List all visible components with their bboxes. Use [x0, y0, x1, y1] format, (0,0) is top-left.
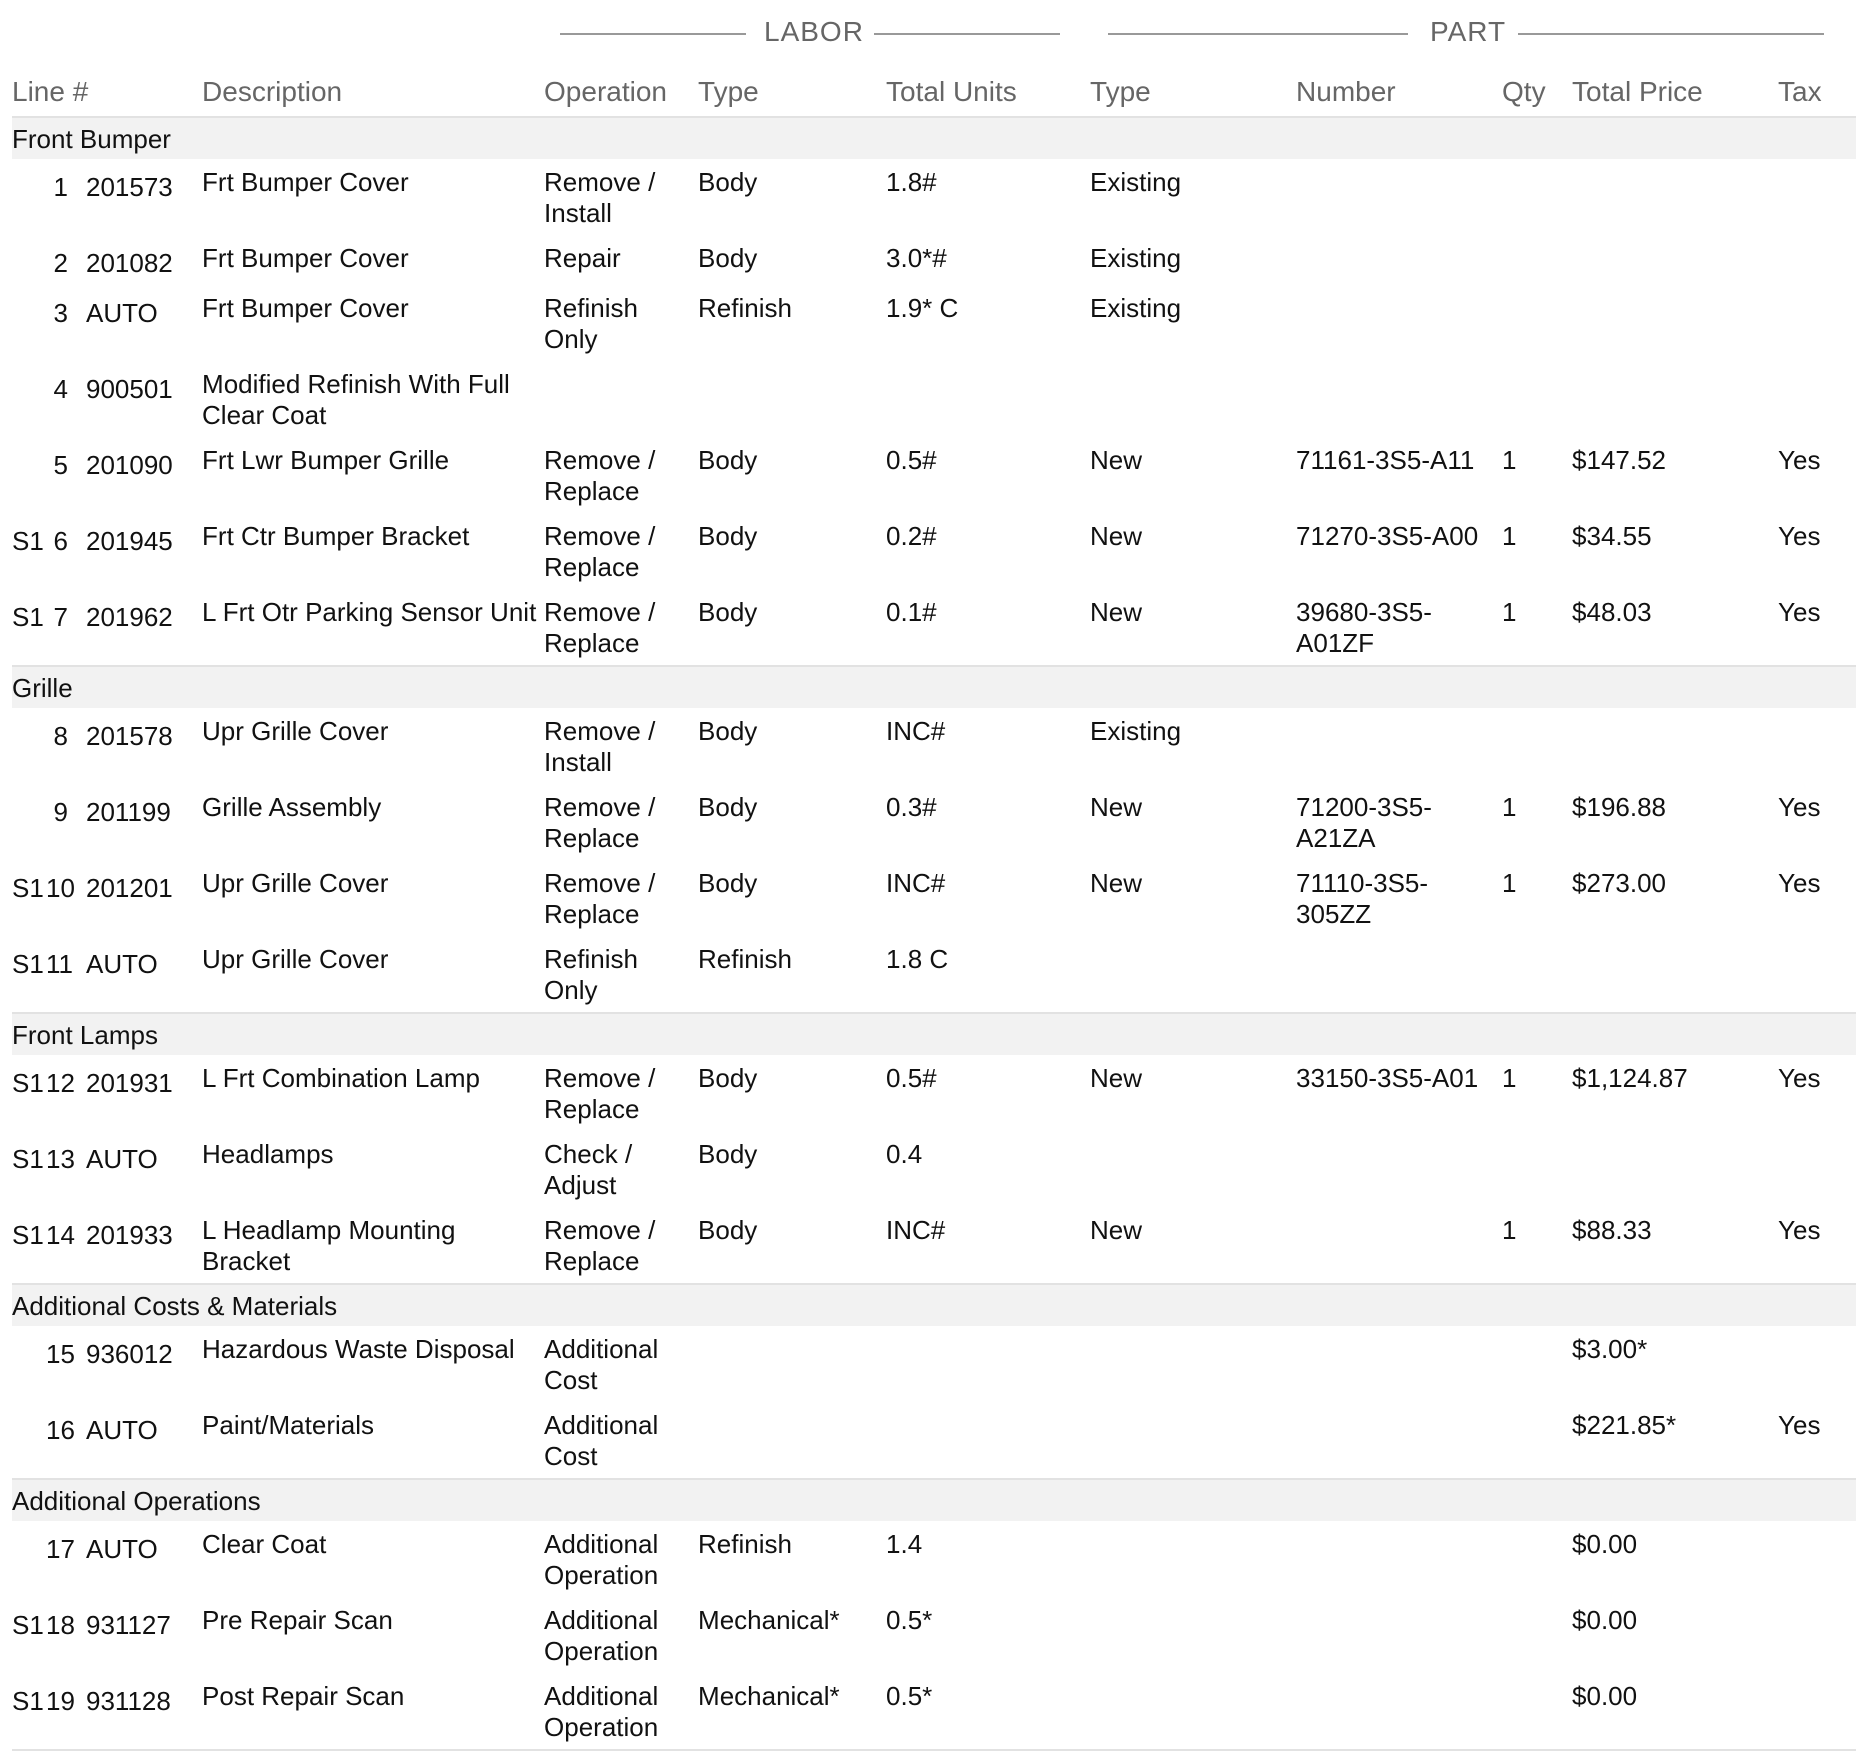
supplement-tag: S1: [12, 873, 44, 903]
line-number: 8: [53, 721, 68, 751]
description: L Headlamp Mounting Bracket: [202, 1215, 456, 1276]
operation-code: AUTO: [86, 1534, 158, 1564]
quantity: [1502, 1597, 1572, 1673]
total-units: 0.1#: [886, 597, 937, 627]
part-type: New: [1090, 868, 1143, 898]
col-total-price: Total Price: [1572, 68, 1778, 117]
supplement-tag: S1: [12, 1144, 44, 1174]
operation: Remove / Replace: [544, 597, 656, 658]
total-units: [886, 1326, 1090, 1402]
table-row[interactable]: [12, 159, 1856, 235]
labor-type: Body: [698, 716, 758, 746]
labor-type: Refinish: [698, 293, 792, 323]
line-number: 3: [53, 298, 68, 328]
table-row[interactable]: [12, 589, 1856, 666]
quantity: [1502, 708, 1572, 784]
column-header-row: [12, 68, 1856, 117]
section-title: Front Lamps: [12, 1013, 1856, 1055]
labor-type: Body: [698, 1063, 758, 1093]
col-description: Description: [202, 68, 544, 117]
part-number: 71161-3S5-A11: [1296, 445, 1475, 475]
operation-code: 201962: [86, 602, 173, 632]
part-header-label: PART: [1430, 16, 1507, 47]
quantity: [1502, 1402, 1572, 1479]
total-units: INC#: [886, 868, 946, 898]
operation-code: AUTO: [86, 1415, 158, 1445]
operation: Remove / Replace: [544, 792, 656, 853]
total-units: 0.5*: [886, 1605, 933, 1635]
section-title: Grille: [12, 666, 1856, 708]
labor-rule-left: [560, 33, 746, 35]
total-units: [886, 1402, 1090, 1479]
supplement-tag: S1: [12, 1068, 44, 1098]
line-number: 12: [46, 1068, 75, 1098]
supplement-tag: S1: [12, 1610, 44, 1640]
total-price: $273.00: [1572, 868, 1667, 898]
description: Headlamps: [202, 1139, 334, 1169]
total-price: $34.55: [1572, 521, 1652, 551]
line-number: 14: [46, 1220, 75, 1250]
operation: Remove / Replace: [544, 1215, 656, 1276]
operation: Additional Cost: [544, 1334, 659, 1395]
col-part-number: Number: [1296, 68, 1502, 117]
tax-flag: Yes: [1778, 792, 1821, 822]
operation-code: 201933: [86, 1220, 173, 1250]
total-price: $0.00: [1572, 1605, 1638, 1635]
part-type: Existing: [1090, 716, 1182, 746]
operation: Additional Operation: [544, 1605, 659, 1666]
part-number: [1296, 1402, 1502, 1479]
line-number: 17: [46, 1534, 75, 1564]
table-row[interactable]: [12, 860, 1856, 936]
labor-type: [698, 1326, 886, 1402]
description: Frt Bumper Cover: [202, 293, 409, 323]
part-number: [1296, 1673, 1502, 1750]
quantity: [1502, 936, 1572, 1013]
description: Frt Bumper Cover: [202, 243, 409, 273]
total-price: $3.00*: [1572, 1334, 1648, 1364]
line-number: 1: [53, 172, 68, 202]
total-price: [1572, 285, 1778, 361]
tax-flag: [1778, 159, 1856, 235]
labor-type: Body: [698, 868, 758, 898]
total-price: [1572, 159, 1778, 235]
quantity: [1502, 1131, 1572, 1207]
total-price: [1572, 936, 1778, 1013]
part-type: New: [1090, 445, 1143, 475]
operation: Refinish Only: [544, 944, 638, 1005]
total-price: $147.52: [1572, 445, 1667, 475]
table-row[interactable]: [12, 708, 1856, 784]
operation: Check / Adjust: [544, 1139, 633, 1200]
labor-type: Refinish: [698, 1529, 792, 1559]
quantity: 1: [1502, 1215, 1517, 1245]
table-row[interactable]: [12, 285, 1856, 361]
part-type: [1090, 1597, 1296, 1673]
labor-type: [698, 1402, 886, 1479]
part-number: 71270-3S5-A00: [1296, 521, 1479, 551]
total-price: [1572, 1131, 1778, 1207]
part-rule-left: [1108, 33, 1408, 35]
table-row[interactable]: [12, 1402, 1856, 1479]
col-qty: Qty: [1502, 68, 1572, 117]
supplement-tag: S1: [12, 949, 44, 979]
section-title: Additional Costs & Materials: [12, 1284, 1856, 1326]
line-number: 5: [53, 450, 68, 480]
tax-flag: [1778, 1673, 1856, 1750]
operation: Remove / Replace: [544, 445, 656, 506]
section-header-row: [12, 1479, 1856, 1521]
part-type: Existing: [1090, 167, 1182, 197]
line-number: 18: [46, 1610, 75, 1640]
description: Upr Grille Cover: [202, 868, 389, 898]
supplement-tag: [12, 235, 46, 285]
section-header-row: [12, 117, 1856, 159]
tax-flag: Yes: [1778, 445, 1821, 475]
supplement-tag: S1: [12, 602, 44, 632]
col-total-units: Total Units: [886, 68, 1090, 117]
line-number: 9: [53, 797, 68, 827]
labor-type: Body: [698, 1139, 758, 1169]
quantity: 1: [1502, 1063, 1517, 1093]
supplement-tag: S1: [12, 526, 44, 556]
labor-type: Body: [698, 445, 758, 475]
col-labor-type: Type: [698, 68, 886, 117]
part-type: [1090, 1326, 1296, 1402]
total-units: 1.9* C: [886, 293, 959, 323]
part-type: New: [1090, 1063, 1143, 1093]
total-price: $88.33: [1572, 1215, 1652, 1245]
total-price: $221.85*: [1572, 1410, 1677, 1440]
part-type: [1090, 361, 1296, 437]
supplement-tag: [12, 708, 46, 784]
part-number: [1296, 159, 1502, 235]
total-price: $48.03: [1572, 597, 1652, 627]
operation: Additional Operation: [544, 1673, 698, 1750]
labor-type: Body: [698, 243, 758, 273]
part-type: [1090, 936, 1296, 1013]
tax-flag: [1778, 1326, 1856, 1402]
part-group-header: [1108, 16, 1824, 50]
total-price: [1572, 361, 1778, 437]
total-units: 1.8 C: [886, 944, 949, 974]
supplement-tag: [12, 361, 46, 437]
line-number: 7: [53, 602, 68, 632]
part-number: 71110-3S5-305ZZ: [1296, 868, 1429, 929]
supplement-tag: [12, 1326, 46, 1402]
total-units: INC#: [886, 1215, 946, 1245]
operation: [544, 361, 698, 437]
description: Upr Grille Cover: [202, 944, 389, 974]
quantity: 1: [1502, 868, 1517, 898]
part-type: New: [1090, 521, 1143, 551]
labor-type: Mechanical*: [698, 1605, 840, 1635]
line-number: 16: [46, 1415, 75, 1445]
part-type: [1090, 1673, 1296, 1750]
part-number: [1296, 361, 1502, 437]
table-row[interactable]: [12, 1326, 1856, 1402]
part-number: [1296, 708, 1502, 784]
line-number: 11: [46, 949, 73, 979]
labor-type: Body: [698, 1215, 758, 1245]
labor-type: Body: [698, 167, 758, 197]
section-header-row: [12, 666, 1856, 708]
part-number: [1296, 1597, 1502, 1673]
description: Paint/Materials: [202, 1410, 374, 1440]
operation: Refinish Only: [544, 293, 638, 354]
part-type: [1090, 1131, 1296, 1207]
total-units: 0.5#: [886, 1063, 937, 1093]
operation: Remove / Install: [544, 167, 656, 228]
table-row[interactable]: [12, 784, 1856, 860]
part-type: New: [1090, 1215, 1143, 1245]
labor-group-header: [560, 16, 1060, 50]
labor-rule-right: [874, 33, 1060, 35]
supplement-tag: [12, 285, 46, 361]
operation-code: AUTO: [86, 1144, 158, 1174]
operation-code: 201945: [86, 526, 173, 556]
operation-code: 201573: [86, 172, 173, 202]
operation-code: 201578: [86, 721, 173, 751]
section-header-row: [12, 1013, 1856, 1055]
total-units: 0.3#: [886, 792, 937, 822]
table-row[interactable]: [12, 1131, 1856, 1207]
part-type: Existing: [1090, 243, 1182, 273]
line-number: 13: [46, 1144, 75, 1174]
part-type: [1090, 1521, 1296, 1597]
part-number: [1296, 1207, 1502, 1284]
total-units: 0.4: [886, 1139, 923, 1169]
part-number: [1296, 1131, 1502, 1207]
part-number: [1296, 936, 1502, 1013]
table-row[interactable]: [12, 1597, 1856, 1673]
supplement-tag: [12, 1521, 46, 1597]
description: L Frt Combination Lamp: [202, 1063, 480, 1093]
table-row[interactable]: [12, 1521, 1856, 1597]
line-number: 2: [53, 248, 68, 278]
total-units: 1.8#: [886, 167, 937, 197]
total-price: $1,124.87: [1572, 1063, 1688, 1093]
operation-code: 201201: [86, 873, 173, 903]
table-row[interactable]: [12, 361, 1856, 437]
labor-type: Body: [698, 521, 758, 551]
total-units: 3.0*#: [886, 243, 947, 273]
supplement-tag: S1: [12, 1220, 44, 1250]
estimate-body: [12, 117, 1856, 1750]
part-type: [1090, 1402, 1296, 1479]
total-units: [886, 361, 1090, 437]
quantity: [1502, 1326, 1572, 1402]
quantity: [1502, 285, 1572, 361]
line-number: 4: [53, 374, 68, 404]
part-number: [1296, 1326, 1502, 1402]
quantity: [1502, 1673, 1572, 1750]
operation-code: 900501: [86, 374, 173, 404]
operation-code: 201090: [86, 450, 173, 480]
operation-code: 931127: [86, 1610, 171, 1640]
col-line-number: Line #: [12, 68, 202, 117]
total-price: $196.88: [1572, 792, 1667, 822]
table-row[interactable]: [12, 235, 1856, 285]
part-number: 33150-3S5-A01: [1296, 1063, 1479, 1093]
description: Post Repair Scan: [202, 1673, 544, 1750]
operation: Additional Operation: [544, 1529, 659, 1590]
section-header-row: [12, 1284, 1856, 1326]
table-row[interactable]: [12, 1207, 1856, 1284]
description: Hazardous Waste Disposal: [202, 1334, 515, 1364]
total-price: [1572, 708, 1778, 784]
supplement-tag: [12, 437, 46, 513]
total-units: 1.4: [886, 1529, 923, 1559]
operation-code: 201082: [86, 248, 173, 278]
labor-type: Refinish: [698, 944, 792, 974]
labor-type: Mechanical*: [698, 1673, 886, 1750]
total-units: 0.5*: [886, 1673, 1090, 1750]
tax-flag: [1778, 1597, 1856, 1673]
tax-flag: [1778, 708, 1856, 784]
total-units: 0.2#: [886, 521, 937, 551]
labor-type: Body: [698, 792, 758, 822]
supplement-tag: S1: [12, 1673, 46, 1750]
description: Frt Lwr Bumper Grille: [202, 445, 450, 475]
tax-flag: Yes: [1778, 521, 1821, 551]
tax-flag: Yes: [1778, 1410, 1821, 1440]
operation: Additional Cost: [544, 1410, 659, 1471]
quantity: [1502, 159, 1572, 235]
quantity: 1: [1502, 445, 1517, 475]
line-number: 10: [46, 873, 75, 903]
operation: Remove / Replace: [544, 521, 656, 582]
table-row[interactable]: [12, 513, 1856, 589]
description: Frt Ctr Bumper Bracket: [202, 521, 470, 551]
total-price: $0.00: [1572, 1529, 1638, 1559]
part-number: 39680-3S5-A01ZF: [1296, 597, 1432, 658]
col-tax: Tax: [1778, 68, 1856, 117]
section-title: Front Bumper: [12, 117, 1856, 159]
col-part-type: Type: [1090, 68, 1296, 117]
description: Frt Bumper Cover: [202, 167, 409, 197]
section-title: Additional Operations: [12, 1479, 1856, 1521]
description: Modified Refinish With Full Clear Coat: [202, 369, 510, 430]
labor-type: Body: [698, 597, 758, 627]
operation-code: AUTO: [86, 949, 158, 979]
description: Pre Repair Scan: [202, 1605, 393, 1635]
part-rule-right: [1518, 33, 1824, 35]
part-type: New: [1090, 792, 1143, 822]
operation: Remove / Replace: [544, 868, 656, 929]
quantity: 1: [1502, 792, 1517, 822]
description: Upr Grille Cover: [202, 716, 389, 746]
description: Grille Assembly: [202, 792, 382, 822]
estimate-table: [12, 68, 1856, 1751]
tax-flag: [1778, 361, 1856, 437]
table-row[interactable]: [12, 1055, 1856, 1131]
operation: Remove / Replace: [544, 1063, 656, 1124]
quantity: [1502, 1521, 1572, 1597]
part-number: [1296, 285, 1502, 361]
labor-header-label: LABOR: [764, 16, 864, 47]
part-number: [1296, 235, 1502, 285]
total-units: INC#: [886, 716, 946, 746]
tax-flag: Yes: [1778, 868, 1821, 898]
quantity: [1502, 361, 1572, 437]
total-units: 0.5#: [886, 445, 937, 475]
operation-code: 201199: [86, 797, 171, 827]
part-type: New: [1090, 597, 1143, 627]
line-number: 15: [46, 1339, 75, 1369]
col-operation: Operation: [544, 68, 698, 117]
operation: Remove / Install: [544, 716, 656, 777]
operation-code: 936012: [86, 1339, 173, 1369]
line-number: 6: [53, 526, 68, 556]
line-number: 19: [46, 1673, 82, 1750]
table-row[interactable]: [12, 936, 1856, 1013]
description: L Frt Otr Parking Sensor Unit: [202, 597, 537, 627]
tax-flag: [1778, 285, 1856, 361]
tax-flag: [1778, 235, 1856, 285]
total-price: [1572, 235, 1778, 285]
operation: Repair: [544, 243, 621, 273]
tax-flag: Yes: [1778, 1063, 1821, 1093]
quantity: [1502, 235, 1572, 285]
tax-flag: Yes: [1778, 597, 1821, 627]
quantity: 1: [1502, 521, 1517, 551]
part-number: [1296, 1521, 1502, 1597]
operation-code: 931128: [82, 1673, 202, 1750]
tax-flag: [1778, 1521, 1856, 1597]
quantity: 1: [1502, 597, 1517, 627]
operation-code: AUTO: [86, 298, 158, 328]
table-row[interactable]: [12, 1673, 1856, 1750]
supplement-tag: [12, 784, 46, 860]
labor-type: [698, 361, 886, 437]
operation-code: 201931: [86, 1068, 173, 1098]
tax-flag: [1778, 1131, 1856, 1207]
description: Clear Coat: [202, 1529, 327, 1559]
tax-flag: [1778, 936, 1856, 1013]
table-row[interactable]: [12, 437, 1856, 513]
total-price: $0.00: [1572, 1673, 1778, 1750]
tax-flag: Yes: [1778, 1215, 1821, 1245]
part-number: 71200-3S5-A21ZA: [1296, 792, 1432, 853]
supplement-tag: [12, 159, 46, 235]
part-type: Existing: [1090, 293, 1182, 323]
supplement-tag: [12, 1402, 46, 1479]
